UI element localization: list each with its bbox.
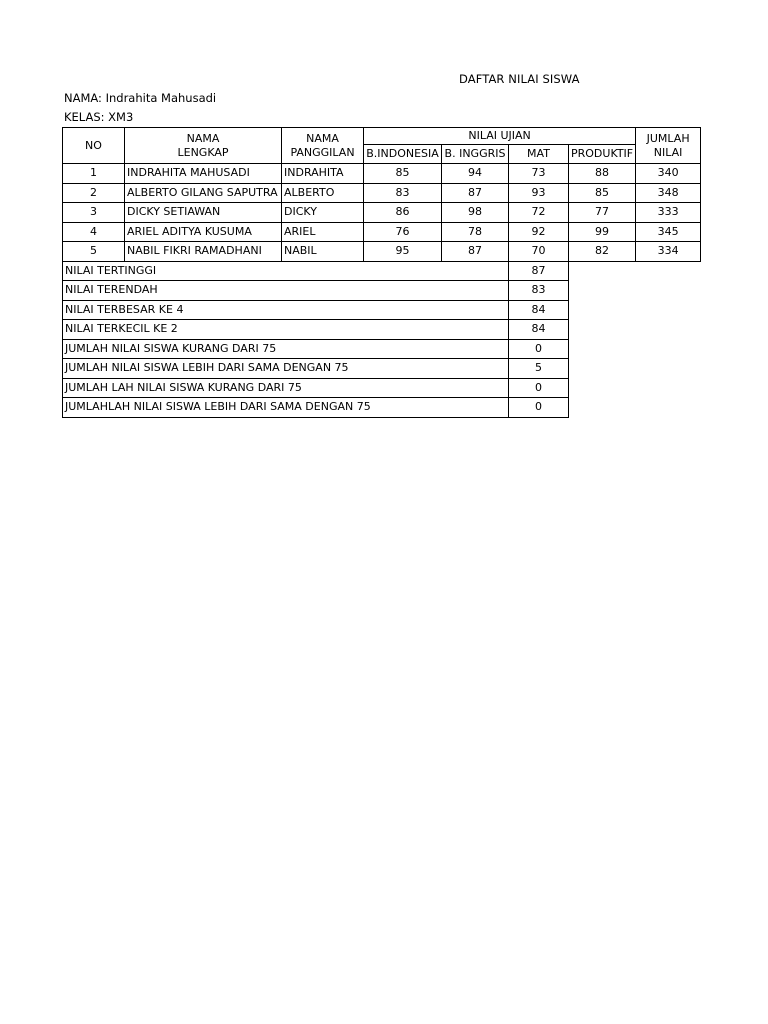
cell-nickname: ARIEL — [282, 222, 364, 242]
summary-label: NILAI TERBESAR KE 4 — [63, 300, 509, 320]
blank-cell — [569, 398, 701, 418]
summary-row — [63, 398, 701, 418]
summary-label: JUMLAHLAH NILAI SISWA LEBIH DARI SAMA DENGAN 75 — [63, 398, 509, 418]
cell-full-name: ARIEL ADITYA KUSUMA — [125, 222, 282, 242]
summary-value: 0 — [509, 339, 569, 359]
header-exam-group: NILAI UJIAN — [364, 128, 636, 145]
summary-value: 83 — [509, 281, 569, 301]
summary-value: 84 — [509, 300, 569, 320]
cell-mat: 93 — [509, 183, 569, 203]
blank-cell — [569, 359, 701, 379]
header-subject-binggris: B. INGGRIS — [442, 145, 509, 164]
summary-value: 0 — [509, 378, 569, 398]
cell-produktif: 85 — [569, 183, 636, 203]
cell-produktif: 82 — [569, 242, 636, 262]
cell-bindonesia: 83 — [364, 183, 442, 203]
table-row — [63, 183, 701, 203]
table-row — [63, 164, 701, 184]
header-full-name: NAMA LENGKAP — [125, 128, 282, 164]
blank-cell — [569, 261, 701, 281]
cell-bindonesia: 86 — [364, 203, 442, 223]
cell-total: 333 — [636, 203, 701, 223]
cell-no: 1 — [63, 164, 125, 184]
cell-nickname: NABIL — [282, 242, 364, 262]
header-subject-produktif: PRODUKTIF — [569, 145, 636, 164]
cell-nickname: DICKY — [282, 203, 364, 223]
summary-value: 87 — [509, 261, 569, 281]
summary-value: 84 — [509, 320, 569, 340]
summary-label: NILAI TERKECIL KE 2 — [63, 320, 509, 340]
blank-cell — [569, 300, 701, 320]
summary-value: 5 — [509, 359, 569, 379]
cell-binggris: 87 — [442, 183, 509, 203]
cell-nickname: INDRAHITA — [282, 164, 364, 184]
blank-cell — [569, 378, 701, 398]
cell-total: 348 — [636, 183, 701, 203]
cell-full-name: ALBERTO GILANG SAPUTRA — [125, 183, 282, 203]
cell-no: 5 — [63, 242, 125, 262]
summary-row — [63, 320, 701, 340]
cell-binggris: 87 — [442, 242, 509, 262]
summary-label: NILAI TERENDAH — [63, 281, 509, 301]
blank-cell — [569, 281, 701, 301]
table-row — [63, 203, 701, 223]
summary-row — [63, 339, 701, 359]
summary-label: JUMLAH NILAI SISWA KURANG DARI 75 — [63, 339, 509, 359]
cell-full-name: DICKY SETIAWAN — [125, 203, 282, 223]
cell-full-name: INDRAHITA MAHUSADI — [125, 164, 282, 184]
table-row — [63, 222, 701, 242]
cell-produktif: 77 — [569, 203, 636, 223]
summary-value: 0 — [509, 398, 569, 418]
summary-label: NILAI TERTINGGI — [63, 261, 509, 281]
cell-binggris: 98 — [442, 203, 509, 223]
cell-bindonesia: 95 — [364, 242, 442, 262]
cell-produktif: 88 — [569, 164, 636, 184]
cell-binggris: 78 — [442, 222, 509, 242]
cell-nickname: ALBERTO — [282, 183, 364, 203]
summary-row — [63, 281, 701, 301]
header-nickname: NAMA PANGGILAN — [282, 128, 364, 164]
header-total: JUMLAH NILAI — [636, 128, 701, 164]
document-title: DAFTAR NILAI SISWA — [459, 72, 580, 86]
cell-total: 334 — [636, 242, 701, 262]
cell-mat: 73 — [509, 164, 569, 184]
cell-mat: 72 — [509, 203, 569, 223]
cell-full-name: NABIL FIKRI RAMADHANI — [125, 242, 282, 262]
summary-row — [63, 378, 701, 398]
blank-cell — [569, 339, 701, 359]
summary-label: JUMLAH LAH NILAI SISWA KURANG DARI 75 — [63, 378, 509, 398]
cell-mat: 92 — [509, 222, 569, 242]
header-subject-mat: MAT — [509, 145, 569, 164]
cell-mat: 70 — [509, 242, 569, 262]
cell-no: 4 — [63, 222, 125, 242]
student-name-line: NAMA: Indrahita Mahusadi — [64, 91, 217, 105]
cell-total: 345 — [636, 222, 701, 242]
cell-no: 2 — [63, 183, 125, 203]
blank-cell — [569, 320, 701, 340]
grades-table — [62, 127, 701, 418]
header-row-1 — [63, 128, 701, 145]
cell-produktif: 99 — [569, 222, 636, 242]
cell-bindonesia: 85 — [364, 164, 442, 184]
table-row — [63, 242, 701, 262]
cell-total: 340 — [636, 164, 701, 184]
class-line: KELAS: XM3 — [64, 110, 134, 124]
header-subject-bindonesia: B.INDONESIA — [364, 145, 442, 164]
summary-row — [63, 300, 701, 320]
summary-row — [63, 261, 701, 281]
summary-label: JUMLAH NILAI SISWA LEBIH DARI SAMA DENGAN 75 — [63, 359, 509, 379]
cell-no: 3 — [63, 203, 125, 223]
cell-bindonesia: 76 — [364, 222, 442, 242]
summary-row — [63, 359, 701, 379]
header-no: NO — [63, 128, 125, 164]
cell-binggris: 94 — [442, 164, 509, 184]
